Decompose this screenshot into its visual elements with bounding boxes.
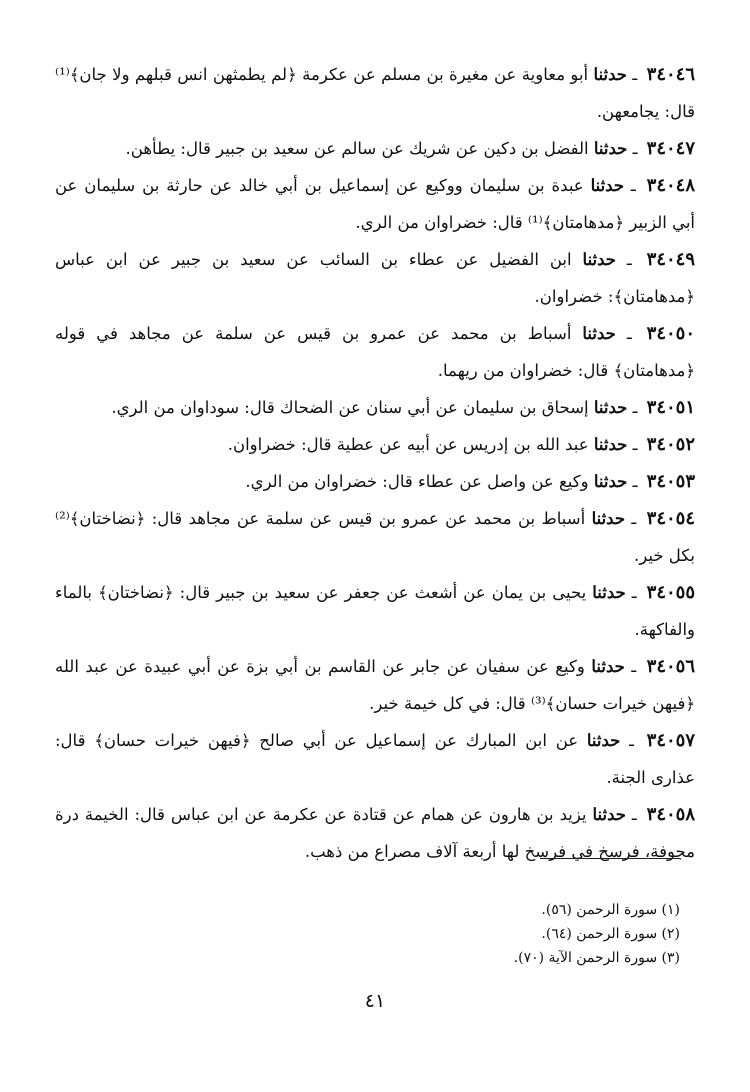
hadith-lead: حدثنا (582, 250, 617, 269)
hadith-lead: حدثنا (593, 65, 628, 84)
hadith-entry: ٣٤٠٤٩ ـ حدثنا ابن الفضيل عن عطاء بن السائب عن سعيد بن جبير عن ابن عباس ﴿مدهامتان﴾: خضراوان. (55, 249, 696, 306)
hadith-text: ابن الفضيل عن عطاء بن السائب عن سعيد بن جبير عن ابن عباس ﴿مدهامتان﴾: خضراوان. (55, 250, 695, 306)
hadith-text: يحيى بن يمان عن أشعث عن جعفر عن سعيد بن جبير قال: ﴿نضاختان﴾ بالماء والفاكهة. (55, 583, 695, 639)
hadith-number: ٣٤٠٥٧ (646, 730, 695, 751)
hadith-number: ٣٤٠٥٨ (646, 804, 695, 825)
hadith-text: عبدة بن سليمان ووكيع عن إسماعيل بن أبي خالد عن حارثة بن سليمان عن أبي الزبير ﴿مدهامتان﴾⁽¹⁾ قال: خضراوان من الري. (55, 176, 695, 232)
hadith-number: ٣٤٠٥٢ (646, 434, 695, 455)
hadith-lead: حدثنا (593, 398, 628, 417)
hadith-lead: حدثنا (590, 176, 625, 195)
hadith-number: ٣٤٠٥٣ (646, 471, 695, 492)
hadith-number: ٣٤٠٤٩ (646, 249, 696, 270)
hadith-number: ٣٤٠٤٦ (646, 64, 695, 85)
hadith-number: ٣٤٠٤٧ (646, 138, 695, 159)
hadith-lead: حدثنا (586, 731, 621, 750)
hadith-entry: ٣٤٠٥٦ ـ حدثنا وكيع عن سفيان عن جابر عن القاسم بن أبي بزة عن أبي عبيدة عن عبد الله ﴿فيهن خيرات حسان﴾⁽³⁾ قال: في كل خيمة خير. (55, 656, 696, 713)
hadith-number: ٣٤٠٥٥ (646, 582, 695, 603)
hadith-entry: ٣٤٠٥٤ ـ حدثنا أسباط بن محمد عن عمرو بن قيس عن سلمة عن مجاهد قال: ﴿نضاختان﴾⁽²⁾ بكل خير. (55, 508, 695, 565)
hadith-lead: حدثنا (592, 805, 626, 824)
hadith-lead: حدثنا (593, 435, 628, 454)
hadith-number: ٣٤٠٥٦ (646, 656, 696, 677)
hadith-entry: ٣٤٠٤٧ ـ حدثنا الفضل بن دكين عن شريك عن سالم عن سعيد بن جبير قال: يطأهن. (125, 138, 695, 159)
hadith-number: ٣٤٠٥١ (646, 397, 695, 418)
hadith-entry: ٣٤٠٥١ ـ حدثنا إسحاق بن سليمان عن أبي سنان عن الضحاك قال: سوداوان من الري. (111, 397, 695, 418)
hadith-number: ٣٤٠٥٠ (646, 323, 696, 344)
footnotes (280, 898, 680, 970)
hadith-text: وكيع عن واصل عن عطاء قال: خضراوان من الري. (245, 472, 589, 491)
hadith-entry: ٣٤٠٥٧ ـ حدثنا عن ابن المبارك عن إسماعيل عن أبي صالح ﴿فيهن خيرات حسان﴾ قال: عذارى الجنة. (55, 730, 695, 787)
hadith-text-block (55, 56, 695, 870)
hadith-lead: حدثنا (591, 657, 625, 676)
footnote: (٢) سورة الرحمن (٦٤). (541, 926, 680, 942)
hadith-text: عبد الله بن إدريس عن أبيه عن عطية قال: خضراوان. (227, 435, 589, 454)
hadith-lead: حدثنا (582, 324, 616, 343)
hadith-lead: حدثنا (591, 509, 626, 528)
hadith-entry: ٣٤٠٥٣ ـ حدثنا وكيع عن واصل عن عطاء قال: خضراوان من الري. (245, 471, 695, 492)
hadith-text: أسباط بن محمد عن عمرو بن قيس عن سلمة عن مجاهد قال: ﴿نضاختان﴾⁽²⁾ بكل خير. (55, 509, 695, 565)
hadith-entry: ٣٤٠٤٨ ـ حدثنا عبدة بن سليمان ووكيع عن إسماعيل بن أبي خالد عن حارثة بن سليمان عن أبي الزبير ﴿مدهامتان﴾⁽¹⁾ قال: خضراوان من الري. (55, 175, 695, 232)
hadith-lead: حدثنا (593, 139, 628, 158)
hadith-text: يزيد بن هارون عن همام عن قتادة عن عكرمة عن ابن عباس قال: الخيمة درة مجوفة، فرسخ في فرسخ لها أربعة آلاف مصراع من ذهب. (55, 805, 695, 861)
hadith-entry: ٣٤٠٤٦ ـ حدثنا أبو معاوية عن مغيرة بن مسلم عن عكرمة ﴿لم يطمثهن انس قبلهم ولا جان﴾⁽¹⁾ قال: يجامعهن. (55, 64, 695, 121)
hadith-entry: ٣٤٠٥٠ ـ حدثنا أسباط بن محمد عن عمرو بن قيس عن سلمة عن مجاهد في قوله ﴿مدهامتان﴾ قال: خضراوان من ريهما. (55, 323, 696, 380)
hadith-text: أسباط بن محمد عن عمرو بن قيس عن سلمة عن مجاهد في قوله ﴿مدهامتان﴾ قال: خضراوان من ريهما. (55, 324, 695, 380)
footnote-separator (540, 858, 680, 859)
hadith-text: الفضل بن دكين عن شريك عن سالم عن سعيد بن جبير قال: يطأهن. (125, 139, 589, 158)
page-number: ٤١ (364, 990, 386, 1012)
hadith-lead: حدثنا (592, 583, 626, 602)
hadith-lead: حدثنا (593, 472, 628, 491)
footnote: (٣) سورة الرحمن الآية (٧٠). (513, 950, 680, 966)
footnote: (١) سورة الرحمن (٥٦). (541, 902, 680, 918)
hadith-entry: ٣٤٠٥٢ ـ حدثنا عبد الله بن إدريس عن أبيه عن عطية قال: خضراوان. (227, 434, 695, 455)
hadith-text: وكيع عن سفيان عن جابر عن القاسم بن أبي بزة عن أبي عبيدة عن عبد الله ﴿فيهن خيرات حسان﴾⁽³⁾ قال: في كل خيمة خير. (55, 657, 695, 713)
hadith-text: أبو معاوية عن مغيرة بن مسلم عن عكرمة ﴿لم يطمثهن انس قبلهم ولا جان﴾⁽¹⁾ قال: يجامعهن. (55, 65, 695, 121)
hadith-text: إسحاق بن سليمان عن أبي سنان عن الضحاك قال: سوداوان من الري. (111, 398, 589, 417)
hadith-number: ٣٤٠٤٨ (646, 175, 695, 196)
hadith-number: ٣٤٠٥٤ (646, 508, 695, 529)
hadith-entry: ٣٤٠٥٥ ـ حدثنا يحيى بن يمان عن أشعث عن جعفر عن سعيد بن جبير قال: ﴿نضاختان﴾ بالماء والفاكهة. (55, 582, 695, 639)
hadith-entry: ٣٤٠٥٨ ـ حدثنا يزيد بن هارون عن همام عن قتادة عن عكرمة عن ابن عباس قال: الخيمة درة مجوفة، فرسخ في فرسخ لها أربعة آلاف مصراع من ذهب. (55, 804, 695, 861)
hadith-text: عن ابن المبارك عن إسماعيل عن أبي صالح ﴿فيهن خيرات حسان﴾ قال: عذارى الجنة. (55, 731, 695, 787)
